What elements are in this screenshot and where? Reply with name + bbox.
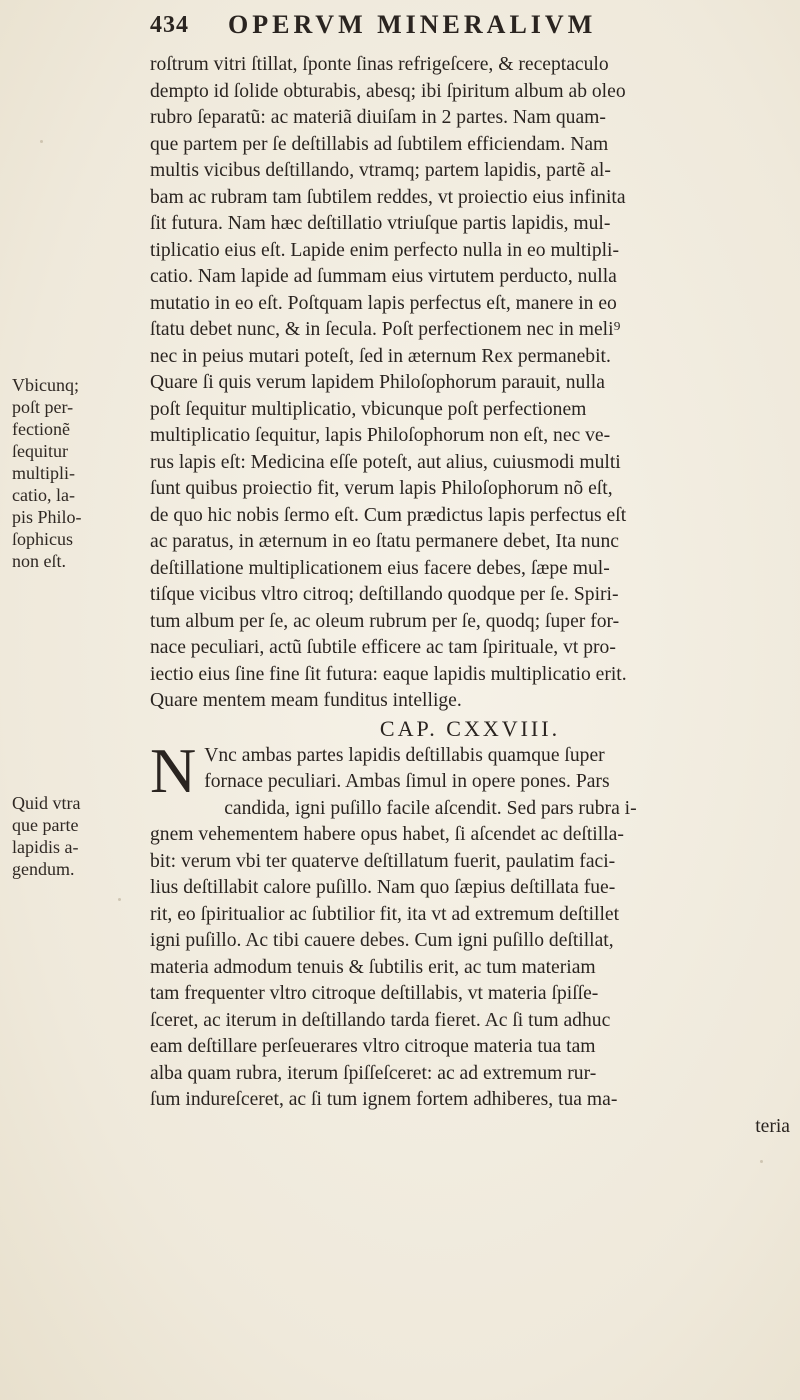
margin-note-line: lapidis a- (12, 837, 79, 857)
text-line: bit: verum vbi ter quaterve deſtillatum fuerit, paulatim faci- (150, 850, 616, 872)
text-line: ac paratus, in æternum in eo ſtatu permanere debet, Ita nunc (150, 531, 619, 552)
margin-note-line: ſophicus (12, 529, 73, 549)
chapter-heading: CAP. CXXVIII. (379, 715, 561, 741)
text-line: que partem per ſe deſtillabis ad ſubtilem efficiendam. Nam (150, 133, 609, 155)
margin-note-multiplication (12, 374, 132, 572)
margin-note-line: Vbicunq; (12, 375, 79, 395)
text-line: poſt ſequitur multiplicatio, vbicunque poſt perfectionem (150, 398, 587, 420)
text-line: tiplicatio eius eſt. Lapide enim perfecto nulla in eo multipli- (150, 239, 620, 261)
chapter-text (150, 734, 790, 1141)
running-head: OPERVM MINERALIVM (228, 10, 597, 39)
margin-note-line: non eſt. (12, 551, 66, 571)
text-line: Quare ſi quis verum lapidem Philoſophorum parauit, nulla (150, 372, 605, 393)
margin-note-line: que parte (12, 815, 79, 835)
margin-note-line: gendum. (12, 859, 75, 879)
text-line: eam deſtillare perſeuerares vltro citroque materia tua tam (150, 1036, 596, 1057)
text-line: igni puſillo. Ac tibi cauere debes. Cum igni puſillo deſtillat, (150, 930, 614, 951)
text-line: lius deſtillabit calore puſillo. Nam quo ſæpius deſtillata fue- (150, 877, 616, 898)
text-line: materia admodum tenuis & ſubtilis erit, ac tum materiam (150, 956, 596, 978)
text-line: ſum indureſceret, ac ſi tum ignem fortem adhiberes, tua ma- (150, 1089, 618, 1110)
text-line: dempto id ſolide obturabis, abesq; ibi ſpiritum album ab oleo (150, 80, 626, 102)
text-line: bam ac rubram tam ſubtilem reddes, vt proiectio eius infinita (150, 186, 626, 208)
text-line: multiplicatio ſequitur, lapis Philoſophorum non eſt, nec ve- (150, 425, 611, 446)
text-line: alba quam rubra, iterum ſpiſſeſceret: ac ad extremum rur- (150, 1062, 597, 1084)
text-line: tiſque vicibus vltro citroq; deſtillando quodque per ſe. Spiri- (150, 584, 619, 605)
text-line: catio. Nam lapide ad ſummam eius virtutem perducto, nulla (150, 266, 617, 287)
text-line: ſunt quibus proiectio fit, verum lapis Philoſophorum nõ eſt, (150, 478, 613, 499)
page-header (150, 6, 790, 46)
margin-note-line: pis Philo- (12, 507, 82, 527)
text-line: de quo hic nobis ſermo eſt. Cum prædictus lapis perfectus eſt (150, 504, 627, 526)
text-line: multis vicibus deſtillando, vtramq; partem lapidis, partẽ al- (150, 160, 611, 181)
paper-speck (118, 898, 121, 901)
text-line: Vnc ambas partes lapidis deſtillabis quamque ſuper (204, 744, 605, 766)
margin-note-line: ſequitur (12, 441, 68, 461)
text-line: nec in peius mutari poteſt, ſed in æternum Rex permanebit. (150, 345, 611, 367)
text-line: iectio eius ſine fine ſit futura: eaque lapidis multiplicatio erit. (150, 663, 627, 685)
margin-note-line: Quid vtra (12, 793, 81, 813)
margin-note-line: fectionẽ (12, 419, 70, 439)
main-text-block (150, 52, 790, 1140)
text-line: tam frequenter vltro citroque deſtillabis, vt materia ſpiſſe- (150, 983, 599, 1004)
text-line: rus lapis eſt: Medicina eſſe poteſt, aut alius, cuiusmodi multi (150, 451, 621, 473)
text-line: rubro ſeparatũ: ac materiã diuiſam in 2 partes. Nam quam- (150, 107, 606, 128)
drop-capital: N (150, 734, 197, 806)
text-line: mutatio in eo eſt. Poſtquam lapis perfectus eſt, manere in eo (150, 292, 617, 314)
margin-note-line: multipli- (12, 463, 75, 483)
text-line: rit, eo ſpiritualior ac ſubtilior fit, ita vt ad extremum deſtillet (150, 903, 620, 925)
text-line: candida, igni puſillo facile aſcendit. Sed pars rubra i- (224, 797, 637, 819)
text-line: fornace peculiari. Ambas ſimul in opere pones. Pars (204, 771, 610, 792)
paper-speck (760, 1160, 763, 1163)
page-number: 434 (150, 12, 189, 38)
paragraph-before-chapter (150, 52, 790, 715)
text-line: ſtatu debet nunc, & in ſecula. Poſt perfectionem nec in meli⁹ (150, 319, 621, 340)
catchword: teria (755, 1115, 790, 1137)
text-line: roſtrum vitri ſtillat, ſponte ſinas refrigeſcere, & receptaculo (150, 54, 609, 75)
margin-note-line: catio, la- (12, 485, 75, 505)
text-line: ſit futura. Nam hæc deſtillatio vtriuſque partis lapidis, mul- (150, 213, 611, 234)
text-line: tum album per ſe, ac oleum rubrum per ſe, quodq; ſuper for- (150, 610, 620, 632)
margin-note-line: poſt per- (12, 397, 74, 417)
text-line: Quare mentem meam funditus intellige. (150, 690, 462, 711)
text-line: gnem vehementem habere opus habet, ſi aſcendet ac deſtilla- (150, 824, 624, 845)
text-line: nace peculiari, actũ ſubtile efficere ac tam ſpirituale, vt pro- (150, 637, 616, 658)
margin-note-procedure (12, 792, 132, 880)
paper-speck (40, 140, 43, 143)
text-line: deſtillatione multiplicationem eius facere debes, ſæpe mul- (150, 557, 610, 579)
text-line: ſceret, ac iterum in deſtillando tarda fieret. Ac ſi tum adhuc (150, 1009, 611, 1031)
